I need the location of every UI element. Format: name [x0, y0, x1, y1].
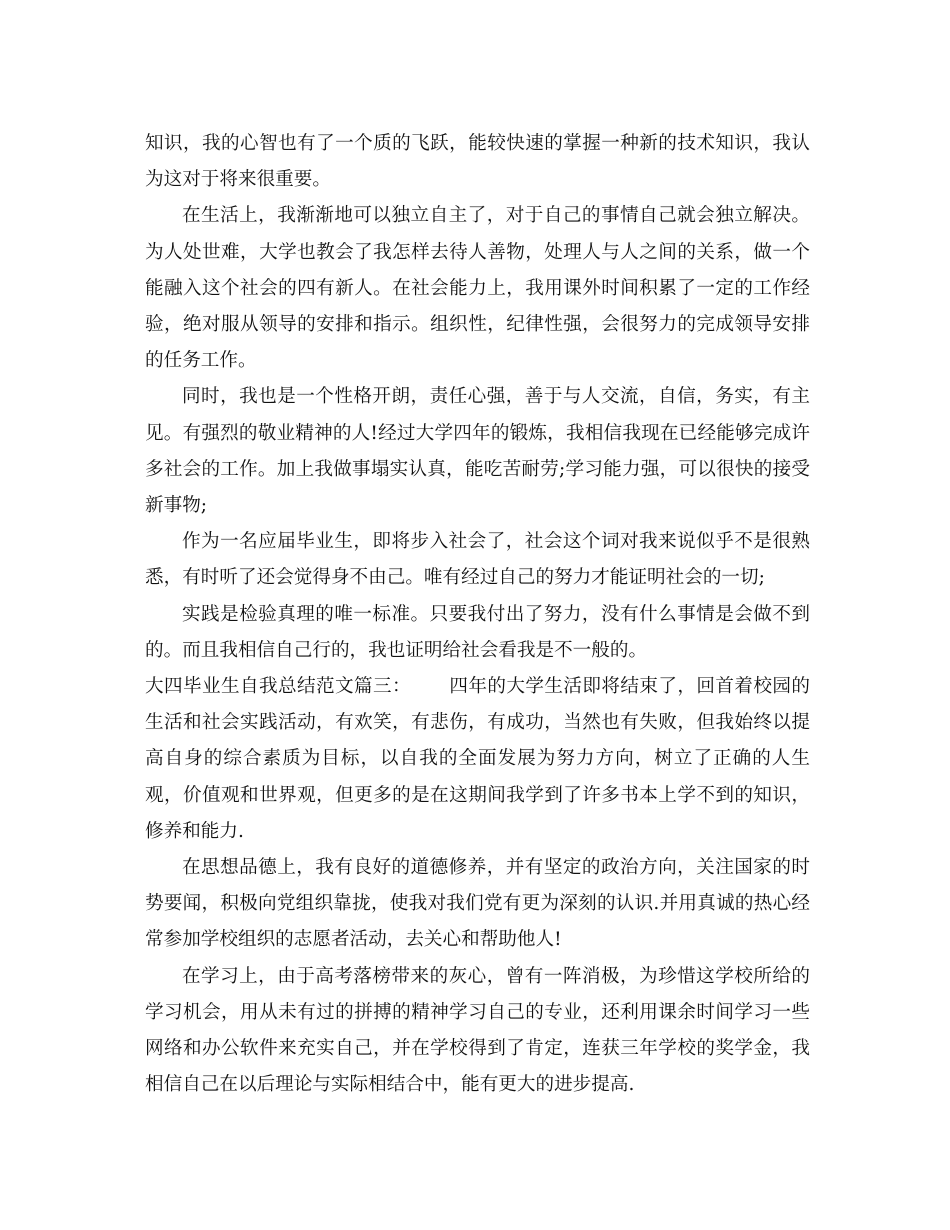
paragraph: 在生活上，我渐渐地可以独立自主了，对于自己的事情自己就会独立解决。为人处世难，大学也教会了我怎样去待人善物，处理人与人之间的关系，做一个能融入这个社会的四有新人。在社会能力上，我用课外时间积累了一定的工作经验，绝对服从领导的安排和指示。组织性，纪律性强，会很努力的完成领导安排的任务工作。 — [145, 205, 810, 372]
section-intro-text: 四年的大学生活即将结束了，回首着校园的生活和社会实践活动，有欢笑，有悲伤，有成功，当然也有失败，但我始终以提高自身的综合素质为目标，以自我的全面发展为努力方向，树立了正确的人生观，价值观和世界观，但更多的是在这期间我学到了许多书本上学不到的知识，修养和能力. — [145, 676, 810, 842]
document-body — [145, 126, 810, 1103]
paragraph: 知识，我的心智也有了一个质的飞跃，能较快速的掌握一种新的技术知识，我认为这对于将来很重要。 — [145, 133, 810, 191]
section-heading: 大四毕业生自我总结范文篇三： — [145, 676, 411, 698]
paragraph: 同时，我也是一个性格开朗，责任心强，善于与人交流，自信，务实，有主见。有强烈的敬业精神的人!经过大学四年的锻炼，我相信我现在已经能够完成许多社会的工作。加上我做事塌实认真，能吃苦耐劳;学习能力强，可以很快的接受新事物; — [145, 386, 810, 517]
paragraph: 作为一名应届毕业生，即将步入社会了，社会这个词对我来说似乎不是很熟悉，有时听了还会觉得身不由己。唯有经过自己的努力才能证明社会的一切; — [145, 531, 810, 589]
paragraph: 在学习上，由于高考落榜带来的灰心，曾有一阵消极，为珍惜这学校所给的学习机会，用从未有过的拼搏的精神学习自己的专业，还利用课余时间学习一些网络和办公软件来充实自己，并在学校得到了肯定，连获三年学校的奖学金，我相信自己在以后理论与实际相结合中，能有更大的进步提高. — [145, 965, 810, 1096]
section-paragraph — [145, 669, 810, 850]
paragraph: 实践是检验真理的唯一标准。只要我付出了努力，没有什么事情是会做不到的。而且我相信自己行的，我也证明给社会看我是不一般的。 — [145, 603, 810, 661]
paragraph: 在思想品德上，我有良好的道德修养，并有坚定的政治方向，关注国家的时势要闻，积极向党组织靠拢，使我对我们党有更为深刻的认识.并用真诚的热心经常参加学校组织的志愿者活动，去关心和帮助他人! — [145, 857, 810, 951]
